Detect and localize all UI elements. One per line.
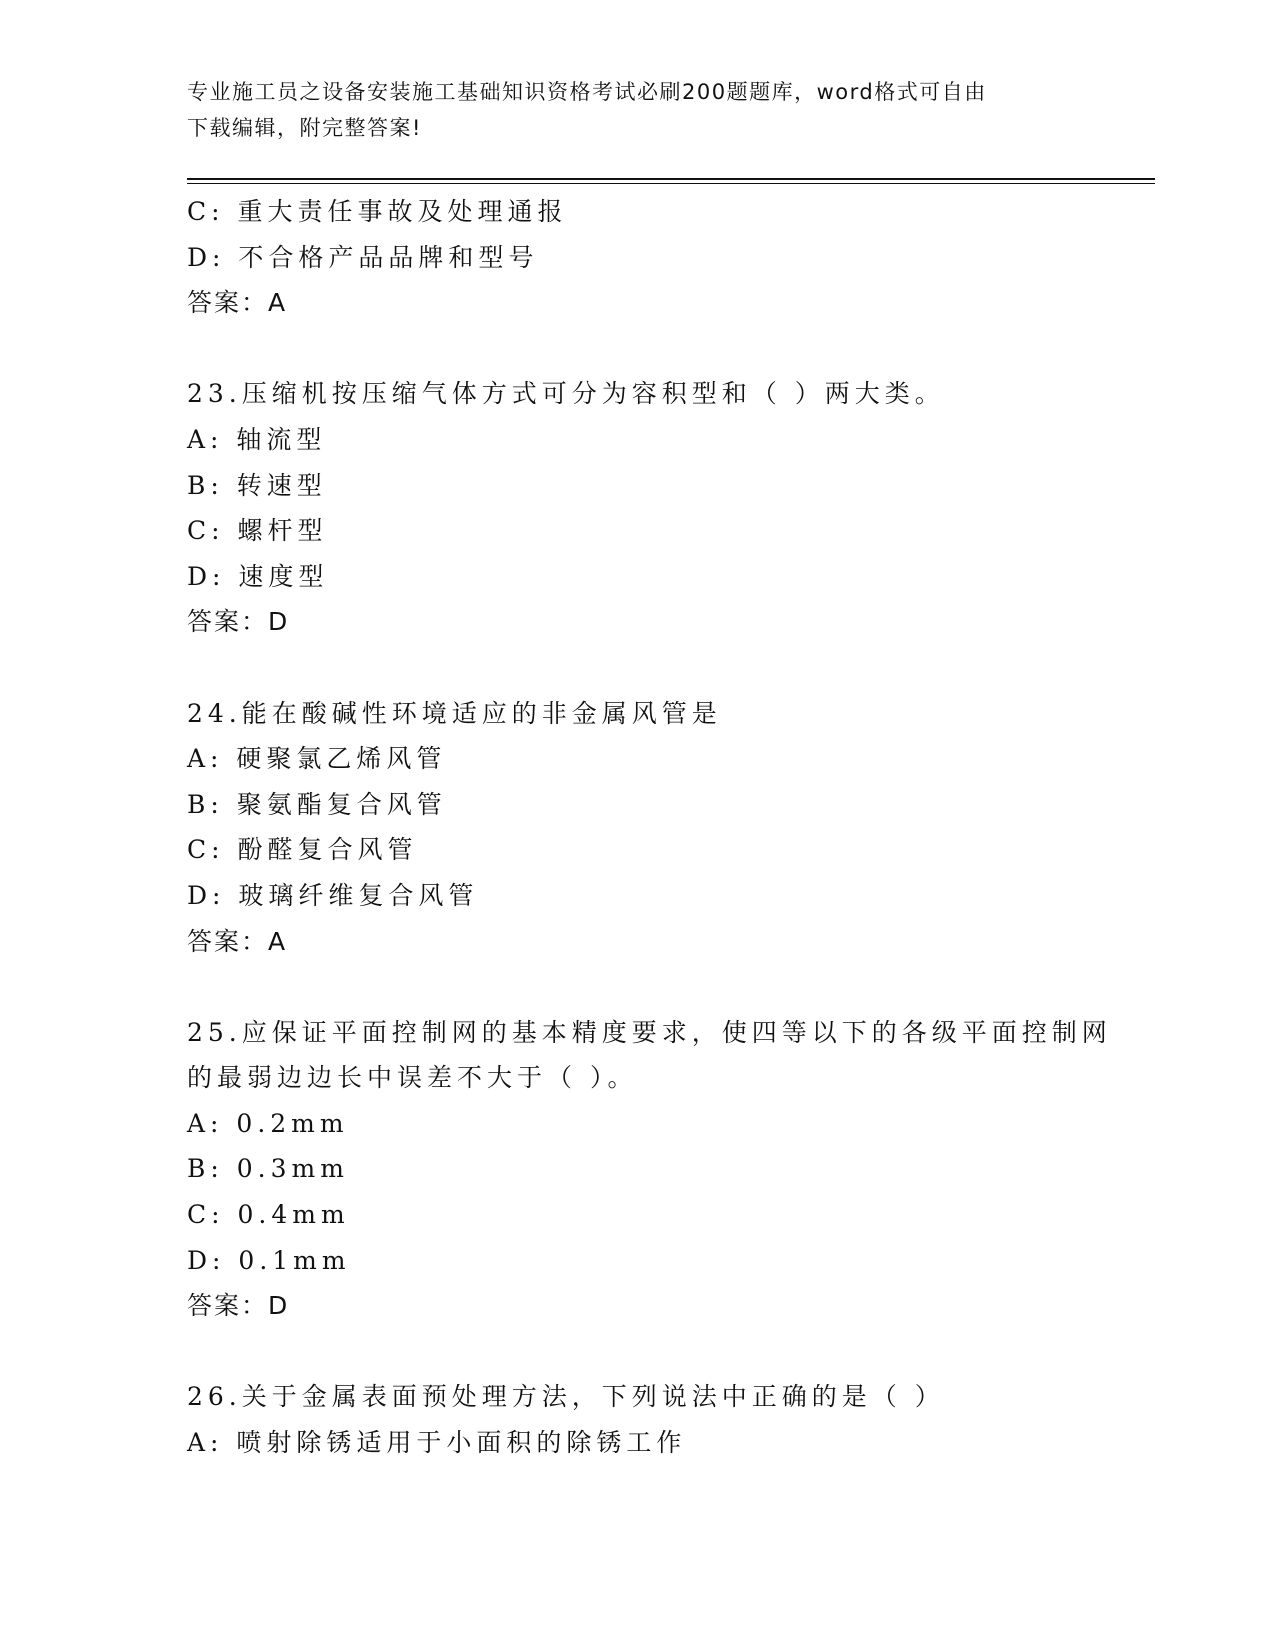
answer: 答案：D: [187, 1291, 290, 1321]
question-text: 26.关于金属表面预处理方法，下列说法中正确的是（ ）: [187, 1382, 945, 1412]
option-c: C: 螺杆型: [187, 516, 328, 546]
option-d: D: 0.1mm: [187, 1245, 351, 1275]
question-text: 23.压缩机按压缩气体方式可分为容积型和（ ）两大类。: [187, 379, 945, 409]
option-a: A: 轴流型: [187, 424, 327, 454]
option-c: C: 重大责任事故及处理通报: [187, 197, 568, 226]
option-b: B: 聚氨酯复合风管: [187, 789, 447, 819]
option-d: D: 玻璃纤维复合风管: [187, 880, 479, 910]
option-c: C: 酚醛复合风管: [187, 835, 418, 865]
question-26: [187, 1374, 1087, 1465]
option-a: A: 硬聚氯乙烯风管: [187, 744, 447, 774]
header-divider-thick: [187, 178, 1155, 180]
header-divider-thin: [187, 183, 1155, 184]
option-d: D: 不合格产品品牌和型号: [187, 242, 539, 272]
option-c: C: 0.4mm: [187, 1200, 350, 1230]
question-text: 24.能在酸碱性环境适应的非金属风管是: [187, 698, 722, 728]
question-22-continuation: [187, 189, 1087, 326]
question-25: [187, 1010, 1112, 1329]
answer: 答案：A: [187, 926, 288, 956]
header-line-1: 专业施工员之设备安装施工基础知识资格考试必刷200题题库，word格式可自由: [187, 80, 987, 104]
option-b: B: 0.3mm: [187, 1154, 349, 1184]
option-b: B: 转速型: [187, 470, 327, 500]
answer: 答案：A: [187, 288, 288, 318]
question-23: [187, 371, 1087, 645]
question-text: 25.应保证平面控制网的基本精度要求，使四等以下的各级平面控制网: [187, 1017, 1112, 1047]
option-a: A: 喷射除锈适用于小面积的除锈工作: [187, 1428, 687, 1458]
answer: 答案：D: [187, 607, 290, 637]
question-text-cont: 的最弱边边长中误差不大于（ ）。: [187, 1063, 638, 1093]
question-24: [187, 691, 1087, 965]
option-a: A: 0.2mm: [187, 1108, 349, 1138]
question-list: [187, 189, 1112, 1466]
option-d: D: 速度型: [187, 561, 329, 591]
document-header: [187, 74, 1067, 146]
header-line-2: 下载编辑，附完整答案!: [187, 116, 422, 140]
